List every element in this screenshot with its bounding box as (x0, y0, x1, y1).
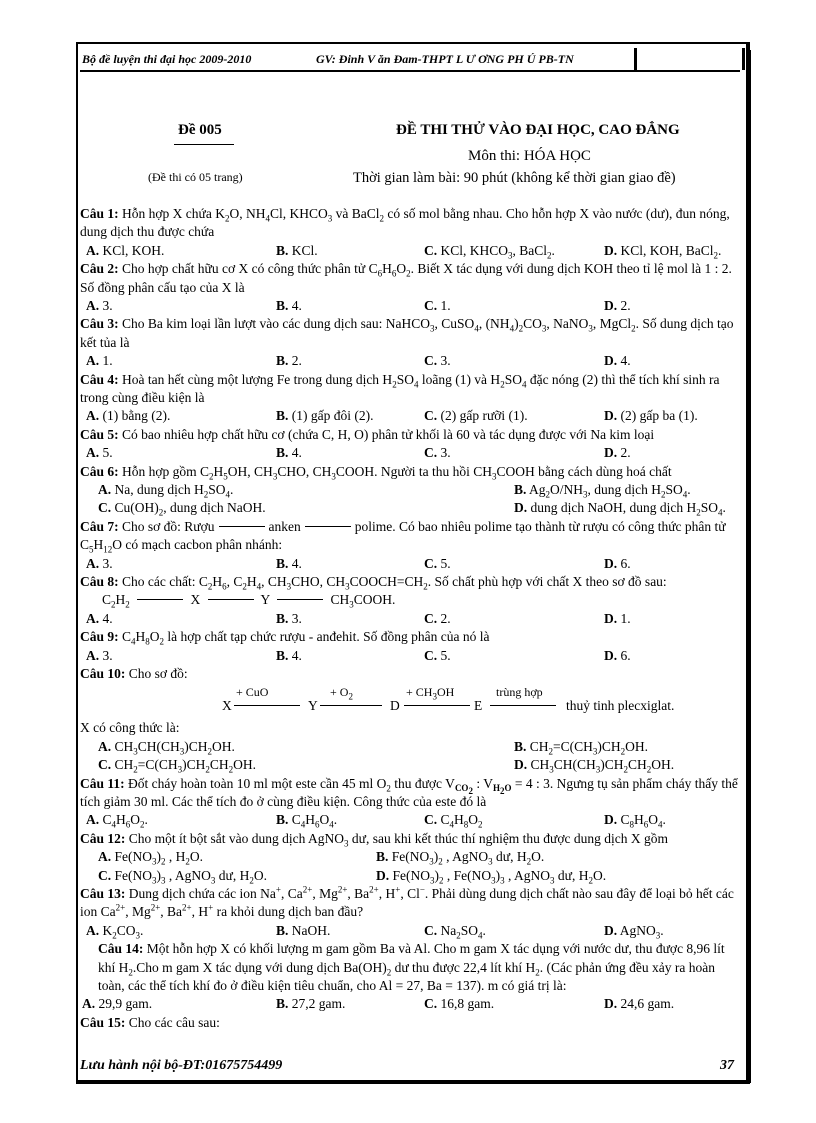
exam-time: Thời gian làm bài: 90 phút (không kể thời gian giao đề) (353, 170, 676, 186)
question-10 (80, 665, 738, 683)
question-label: Câu 15: (80, 1014, 126, 1030)
question-text: Có bao nhiêu hợp chất hữu cơ (chứa C, H, O) phân tử khối là 60 và tác dụng được với Na kim loại (122, 426, 655, 442)
option-c[interactable]: C. $Fe(NO_3)_3$ , AgNO$_3$ dư, $H_2O$. (98, 867, 267, 886)
arrow (305, 526, 351, 527)
options (80, 811, 738, 829)
option-d[interactable]: D. dung dịch NaOH, dung dịch $H_2SO_4$. (514, 500, 726, 519)
question-12: Câu 12: Cho một ít bột sắt vào dung dịch AgNO$_3$ dư, sau khi kết thúc thí nghiệm thu được dung dịch X gồm (80, 830, 669, 849)
option-b[interactable]: B. 4. (276, 298, 302, 314)
option-b[interactable]: B. $C_4H_6O_4$. (276, 812, 338, 831)
arrow (234, 705, 300, 706)
option-b[interactable]: B. $CH_2=C(CH_3)CH_2OH$. (514, 738, 649, 757)
options (80, 867, 738, 885)
options (80, 444, 738, 462)
option-b[interactable]: B. 2. (276, 353, 302, 369)
question-label: Câu 14: (98, 941, 144, 957)
option-b[interactable]: B. KCl. (276, 242, 318, 258)
page-footer (80, 1058, 740, 1074)
header-right: GV: Đinh V ăn Đam-THPT L Ư ƠNG PH Ú PB-TN (316, 52, 574, 66)
option-c[interactable]: C. 5. (424, 555, 451, 571)
option-d[interactable]: D. 24,6 gam. (604, 996, 675, 1012)
question-label: Câu 10: (80, 666, 126, 681)
arrow (277, 599, 323, 600)
option-d[interactable]: D. 2. (604, 298, 631, 314)
question-label: Câu 13: (80, 885, 126, 901)
option-d[interactable]: D. $CH_3CH(CH_3)CH_2CH_2OH$. (514, 757, 675, 775)
option-a[interactable]: A. $K_2CO_3$. (86, 922, 144, 941)
option-d[interactable]: D. $Fe(NO_3)_2$ , $Fe(NO_3)_3$ , AgNO$_3$ dư, $H_2O$. (376, 867, 607, 886)
question-label: Câu 8: (80, 574, 119, 589)
scheme-node: thuỷ tinh plecxiglat. (566, 698, 675, 714)
scheme-node: D (390, 698, 400, 714)
question-2: Câu 2: Cho hợp chất hữu cơ X có công thức phân tử $C_6H_6O_2$. Biết X tác dụng với dung dịch KOH theo tỉ lệ mol là 1 : 2. Số đồng phân cấu tạo của X là (80, 261, 732, 295)
question-label: Câu 1: (80, 206, 119, 221)
option-a[interactable]: A. 3. (86, 647, 113, 663)
option-a[interactable]: A. 29,9 gam. (82, 996, 153, 1012)
arrow (219, 526, 265, 527)
arrow (320, 705, 382, 706)
question-text: Cho sơ đồ: (128, 666, 188, 681)
exam-title: ĐỀ THI THỬ VÀO ĐẠI HỌC, CAO ĐẲNG (396, 122, 680, 138)
question-label: Câu 2: (80, 261, 119, 277)
options (80, 922, 738, 940)
option-a[interactable]: A. $C_4H_6O_2$. (86, 812, 148, 831)
options (80, 995, 738, 1013)
frame-shadow-bottom (84, 1080, 751, 1083)
question-label: Câu 11: (80, 775, 125, 791)
option-c[interactable]: C. $C_4H_8O_2$ (424, 812, 483, 831)
options (80, 738, 738, 756)
question-9: Câu 9: $C_4H_8O_2$ là hợp chất tạp chức rượu - anđehit. Số đồng phân của nó là (80, 629, 490, 647)
question-label: Câu 4: (80, 371, 119, 387)
option-c[interactable]: C. (2) gấp rưỡi (1). (424, 408, 528, 424)
options (80, 848, 738, 866)
arrow (490, 705, 556, 706)
options (80, 481, 738, 499)
arrow (208, 599, 254, 600)
scheme-reagent: + $O_2$ (330, 685, 353, 702)
option-c[interactable]: C. $Cu(OH)_2$, dung dịch NaOH. (98, 500, 266, 519)
option-b[interactable]: B. 4. (276, 555, 302, 571)
options (80, 610, 738, 628)
question-8: Câu 8: Cho các chất: $C_2H_6$, $C_2H_4$, $CH_3CHO$, $CH_3COOCH=CH_2$. Số chất phù hợp với chất X theo sơ đồ sau: (80, 574, 667, 592)
scheme-reagent: + CuO (236, 685, 269, 700)
scheme-reagent: trùng hợp (496, 685, 543, 700)
option-a[interactable]: A. $CH_3CH(CH_3)CH_2OH$. (98, 738, 235, 757)
question-label: Câu 3: (80, 316, 119, 332)
option-b[interactable]: B. 4. (276, 445, 302, 461)
exam-subject-line (468, 148, 591, 165)
scheme-node: X (222, 698, 232, 714)
option-a[interactable]: A. KCl, KOH. (86, 242, 165, 258)
page-header (80, 48, 740, 72)
question-13: Câu 13: Dung dịch chứa các ion Na+, $Ca^{2+}$, $Mg^{2+}$, $Ba^{2+}$, H+, Cl−. Phải dùng dung dịch chất nào sau đây để loại bỏ hết các ion $Ca^{2+}$, $Mg^{2+}$, $Ba^{2+}$, H+ ra khỏi dung dịch ban đầu? (80, 884, 734, 920)
subject-name: HÓA HỌC (523, 148, 591, 164)
question-11: Câu 11: Đốt cháy hoàn toàn 10 ml một este cần 45 ml $O_2$ thu được $V_{CO_2}$ : $V_{H_2O} = 4$ : 3. Ngưng tụ sản phẩm cháy thấy thể tích giảm 30 ml. Các thể tích đo ở cùng điều kiện. Công thức của este đó là (80, 775, 738, 809)
option-a[interactable]: A. 4. (86, 610, 113, 626)
option-d[interactable]: D. AgNO$_3$. (604, 922, 664, 941)
header-left: Bộ đề luyện thi đại học 2009-2010 (82, 52, 252, 66)
option-a[interactable]: A. 3. (86, 555, 113, 571)
options (80, 756, 738, 774)
page-number: 37 (720, 1058, 734, 1073)
options (80, 647, 738, 665)
option-c[interactable]: C. $Na_2SO_4$. (424, 922, 486, 941)
question-7: Câu 7: Cho sơ đồ: Rượu anken polime. Có bao nhiêu polime tạo thành từ rượu có công thức phân tử $C_5H_{12}O$ có mạch cacbon phân nhánh: (80, 518, 726, 555)
option-c[interactable]: C. KCl, $KHCO_3$, BaCl$_2$. (424, 242, 555, 261)
question-label: Câu 9: (80, 629, 119, 645)
exam-code-underline (174, 144, 234, 145)
option-b[interactable]: B. 27,2 gam. (276, 996, 346, 1012)
option-a[interactable]: A. Na, dung dịch $H_2SO_4$. (98, 482, 234, 500)
option-d[interactable]: D. $C_8H_6O_4$. (604, 812, 666, 831)
question-3: Câu 3: Cho Ba kim loại lần lượt vào các dung dịch sau: NaHCO$_3$, CuSO$_4$, $(NH_4)_2CO_3$, NaNO$_3$, MgCl$_2$. Số dung dịch tạo kết tủa là (80, 316, 734, 350)
question-text: là hợp chất tạp chức rượu - anđehit. Số đồng phân của nó là (167, 629, 490, 645)
header-divider (634, 48, 637, 70)
scheme-node: E (474, 698, 483, 714)
exam-title-block (80, 118, 740, 198)
question-5 (80, 426, 738, 444)
question-label: Câu 6: (80, 463, 119, 479)
options (80, 242, 738, 260)
option-b[interactable]: B. $Ag_2O/NH_3$, dung dịch $H_2SO_4$. (514, 482, 691, 500)
options (80, 499, 738, 517)
option-c[interactable]: C. $CH_2=C(CH_3)CH_2CH_2OH$. (98, 757, 257, 775)
scheme-reagent: + $CH_3OH$ (406, 685, 455, 702)
question-text: Cho các câu sau: (128, 1014, 220, 1030)
options (80, 297, 738, 315)
options (80, 555, 738, 573)
option-c[interactable]: C. 2. (424, 610, 451, 626)
footer-left: Lưu hành nội bộ-ĐT:01675754499 (80, 1058, 283, 1073)
question-label: Câu 12: (80, 830, 126, 846)
option-d[interactable]: D. 2. (604, 445, 631, 461)
options (80, 407, 738, 425)
option-c[interactable]: C. 16,8 gam. (424, 996, 495, 1012)
option-c[interactable]: C. 1. (424, 298, 451, 314)
option-a[interactable]: A. 5. (86, 445, 113, 461)
question-4: Câu 4: Hoà tan hết cùng một lượng Fe trong dung dịch $H_2SO_4$ loãng (1) và $H_2SO_4$ đặc nóng (2) thì thể tích khí sinh ra trong cùng điều kiện là (80, 371, 720, 406)
option-d[interactable]: D. 4. (604, 353, 631, 369)
option-b[interactable]: B. NaOH. (276, 922, 331, 938)
option-a[interactable]: A. 3. (86, 298, 113, 314)
question-15 (80, 1014, 738, 1032)
option-b[interactable]: B. (1) gấp đôi (2). (276, 408, 374, 424)
option-c[interactable]: C. 3. (424, 445, 451, 461)
option-d[interactable]: D. 6. (604, 647, 631, 663)
question-text: X có công thức là: (80, 720, 180, 736)
exam-code: Đề 005 (178, 122, 222, 138)
question-6: Câu 6: Hỗn hợp gồm $C_2H_5OH$, $CH_3CHO$, $CH_3COOH$. Người ta thu hồi $CH_3COOH$ bằng cách dùng hoá chất (80, 463, 672, 482)
option-d[interactable]: D. KCl, KOH, BaCl$_2$. (604, 242, 722, 261)
exam-pages: (Đề thi có 05 trang) (148, 170, 243, 184)
frame-shadow-right (748, 50, 751, 1082)
reaction-scheme (80, 683, 738, 719)
option-d[interactable]: D. 6. (604, 555, 631, 571)
option-d[interactable]: D. 1. (604, 610, 631, 626)
question-1: Câu 1: Hỗn hợp X chứa $K_2O$, $NH_4Cl$, $KHCO_3$ và BaCl$_2$ có số mol bằng nhau. Cho hỗn hợp X vào nước (dư), đun nóng, dung dịch thu được chứa (80, 206, 730, 240)
option-b[interactable]: B. 3. (276, 610, 302, 626)
question-list (80, 205, 738, 1032)
option-a[interactable]: A. $Fe(NO_3)_2$ , $H_2O$. (98, 849, 203, 867)
option-a[interactable]: A. (1) bằng (2). (86, 408, 171, 424)
option-a[interactable]: A. 1. (86, 353, 113, 369)
arrow (404, 705, 470, 706)
option-c[interactable]: C. 3. (424, 353, 451, 369)
question-14: Câu 14: Một hỗn hợp X có khối lượng m gam gồm Ba và Al. Cho m gam X tác dụng với nước dư, thu được 8,96 lít khí $H_2.Cho$ m gam X tác dụng với dung dịch $Ba(OH)_2$ dư thu được 22,4 lít khí $H_2$. (Các phản ứng đều xảy ra hoàn toàn, các thể tích khí đo ở điều kiện tiêu chuẩn, cho Al = 27, Ba = 137). m có giá trị là: (98, 941, 725, 993)
option-d[interactable]: D. (2) gấp ba (1). (604, 408, 698, 424)
arrow (137, 599, 183, 600)
question-label: Câu 5: (80, 426, 119, 442)
option-b[interactable]: B. 4. (276, 647, 302, 663)
subject-label: Môn thi: (468, 148, 521, 164)
header-divider (742, 48, 745, 70)
scheme-node: Y (308, 698, 318, 714)
question-8-scheme: $C_2H_2$ X Y $CH_3COOH$. (102, 592, 396, 611)
options (80, 352, 738, 370)
option-b[interactable]: B. $Fe(NO_3)_2$ , AgNO$_3$ dư, $H_2O$. (376, 849, 545, 867)
option-c[interactable]: C. 5. (424, 647, 451, 663)
question-label: Câu 7: (80, 518, 119, 534)
